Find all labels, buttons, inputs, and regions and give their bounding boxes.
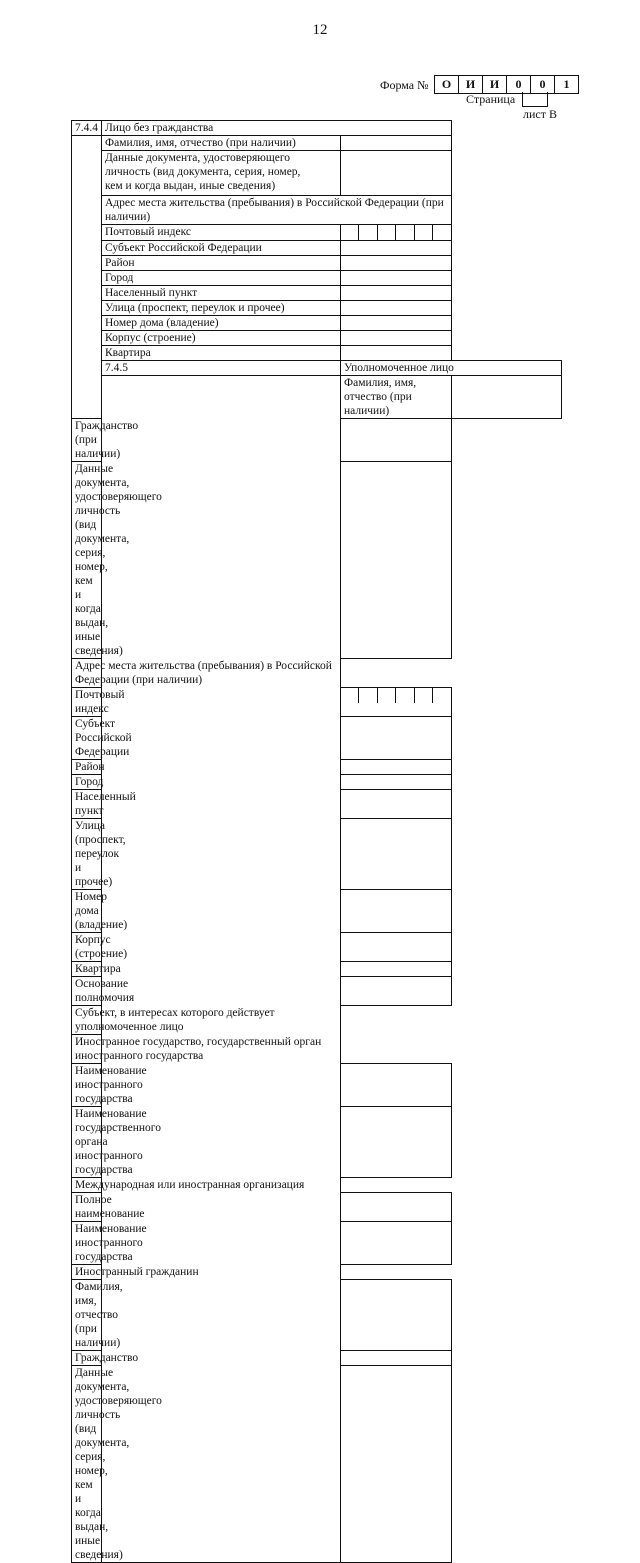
page-number-box[interactable] bbox=[522, 92, 548, 107]
form-code-cell: 0 bbox=[531, 76, 555, 93]
gov-body-name-input[interactable] bbox=[341, 1107, 452, 1178]
foreign-citizen-header: Иностранный гражданин bbox=[72, 1265, 341, 1280]
field-label: Корпус (строение) bbox=[72, 933, 102, 962]
district-input[interactable] bbox=[341, 760, 452, 775]
field-label: Улица (проспект, переулок и прочее) bbox=[72, 819, 102, 890]
section-title: Уполномоченное лицо bbox=[341, 361, 562, 376]
street-input[interactable] bbox=[341, 301, 452, 316]
field-label: Корпус (строение) bbox=[102, 331, 341, 346]
field-label: Почтовый индекс bbox=[72, 688, 102, 717]
principal-header: Субъект, в интересах которого действует уполномоченное лицо bbox=[72, 1006, 341, 1035]
region-input[interactable] bbox=[341, 241, 452, 256]
citizenship-input[interactable] bbox=[341, 419, 452, 462]
field-label: Населенный пункт bbox=[102, 286, 341, 301]
name-input[interactable] bbox=[341, 136, 452, 151]
settlement-input[interactable] bbox=[341, 790, 452, 819]
section-number: 7.4.4 bbox=[72, 121, 102, 136]
field-label: Полное наименование bbox=[72, 1193, 102, 1222]
field-label: Номер дома (владение) bbox=[102, 316, 341, 331]
address-header: Адрес места жительства (пребывания) в Российской Федерации (при наличии) bbox=[102, 196, 452, 225]
field-label: Гражданство bbox=[72, 1351, 102, 1366]
field-label: Субъект Российской Федерации bbox=[72, 717, 102, 760]
form-table bbox=[71, 120, 562, 1563]
section-number-continuation bbox=[102, 376, 341, 1563]
foreign-state-header: Иностранное государство, государственный орган иностранного государства bbox=[72, 1035, 341, 1064]
form-code-cell: О bbox=[435, 76, 459, 93]
field-label: Улица (проспект, переулок и прочее) bbox=[102, 301, 341, 316]
address-header: Адрес места жительства (пребывания) в Российской Федерации (при наличии) bbox=[72, 659, 341, 688]
form-code-cell: 0 bbox=[507, 76, 531, 93]
section-title: Лицо без гражданства bbox=[102, 121, 452, 136]
house-input[interactable] bbox=[341, 890, 452, 933]
authority-basis-input[interactable] bbox=[341, 977, 452, 1006]
field-label: Квартира bbox=[102, 346, 341, 361]
field-label: Город bbox=[72, 775, 102, 790]
apartment-input[interactable] bbox=[341, 346, 452, 361]
form-number-label: Форма № bbox=[380, 78, 429, 92]
field-label: Район bbox=[72, 760, 102, 775]
full-name-input[interactable] bbox=[341, 1193, 452, 1222]
city-input[interactable] bbox=[341, 271, 452, 286]
citizenship-input[interactable] bbox=[341, 1351, 452, 1366]
field-label: Почтовый индекс bbox=[102, 225, 341, 241]
intl-org-header: Международная или иностранная организация bbox=[72, 1178, 341, 1193]
field-label-multiline: Данные документа, удостоверяющего личность (вид документа, серия, номер, кем и когда выдан, иные сведения) bbox=[72, 1366, 102, 1563]
field-label: Населенный пункт bbox=[72, 790, 102, 819]
city-input[interactable] bbox=[341, 775, 452, 790]
section-number: 7.4.5 bbox=[102, 361, 341, 376]
field-label: Основание полномочия bbox=[72, 977, 102, 1006]
settlement-input[interactable] bbox=[341, 286, 452, 301]
form-code-cell: И bbox=[483, 76, 507, 93]
field-label: Фамилия, имя, отчество (при наличии) bbox=[72, 1280, 102, 1351]
house-input[interactable] bbox=[341, 316, 452, 331]
postal-code-input[interactable] bbox=[341, 688, 452, 717]
street-input[interactable] bbox=[341, 819, 452, 890]
field-label: Номер дома (владение) bbox=[72, 890, 102, 933]
field-label: Гражданство (при наличии) bbox=[72, 419, 102, 462]
district-input[interactable] bbox=[341, 256, 452, 271]
field-label: Район bbox=[102, 256, 341, 271]
name-input[interactable] bbox=[451, 376, 562, 419]
field-label: Фамилия, имя, отчество (при наличии) bbox=[341, 376, 452, 419]
field-label: Квартира bbox=[72, 962, 102, 977]
building-input[interactable] bbox=[341, 331, 452, 346]
postal-code-input[interactable] bbox=[341, 225, 452, 241]
page-label: Страница bbox=[466, 92, 516, 106]
form-code-cell: 1 bbox=[563, 77, 570, 91]
foreign-state-name-input[interactable] bbox=[341, 1064, 452, 1107]
section-number-continuation bbox=[72, 136, 102, 419]
field-label: Наименование иностранного государства bbox=[72, 1064, 102, 1107]
field-label-multiline: Данные документа, удостоверяющего личность (вид документа, серия, номер, кем и когда выдан, иные сведения) bbox=[102, 151, 341, 196]
identity-doc-input[interactable] bbox=[341, 462, 452, 659]
field-label: Фамилия, имя, отчество (при наличии) bbox=[102, 136, 341, 151]
identity-doc-input[interactable] bbox=[341, 1366, 452, 1563]
field-label-multiline: Данные документа, удостоверяющего личность (вид документа, серия, номер, кем и когда выдан, иные сведения) bbox=[72, 462, 102, 659]
apartment-input[interactable] bbox=[341, 962, 452, 977]
region-input[interactable] bbox=[341, 717, 452, 760]
field-label-multiline: Наименование государственного органа иностранного государства bbox=[72, 1107, 102, 1178]
citizen-name-input[interactable] bbox=[341, 1280, 452, 1351]
sheet-label: лист В bbox=[523, 107, 557, 121]
identity-doc-input[interactable] bbox=[341, 151, 452, 196]
page-number: 12 bbox=[312, 22, 328, 38]
form-code-cell: И bbox=[459, 76, 483, 93]
foreign-state-name-input[interactable] bbox=[341, 1222, 452, 1265]
field-label: Город bbox=[102, 271, 341, 286]
field-label: Субъект Российской Федерации bbox=[102, 241, 341, 256]
field-label: Наименование иностранного государства bbox=[72, 1222, 102, 1265]
building-input[interactable] bbox=[341, 933, 452, 962]
